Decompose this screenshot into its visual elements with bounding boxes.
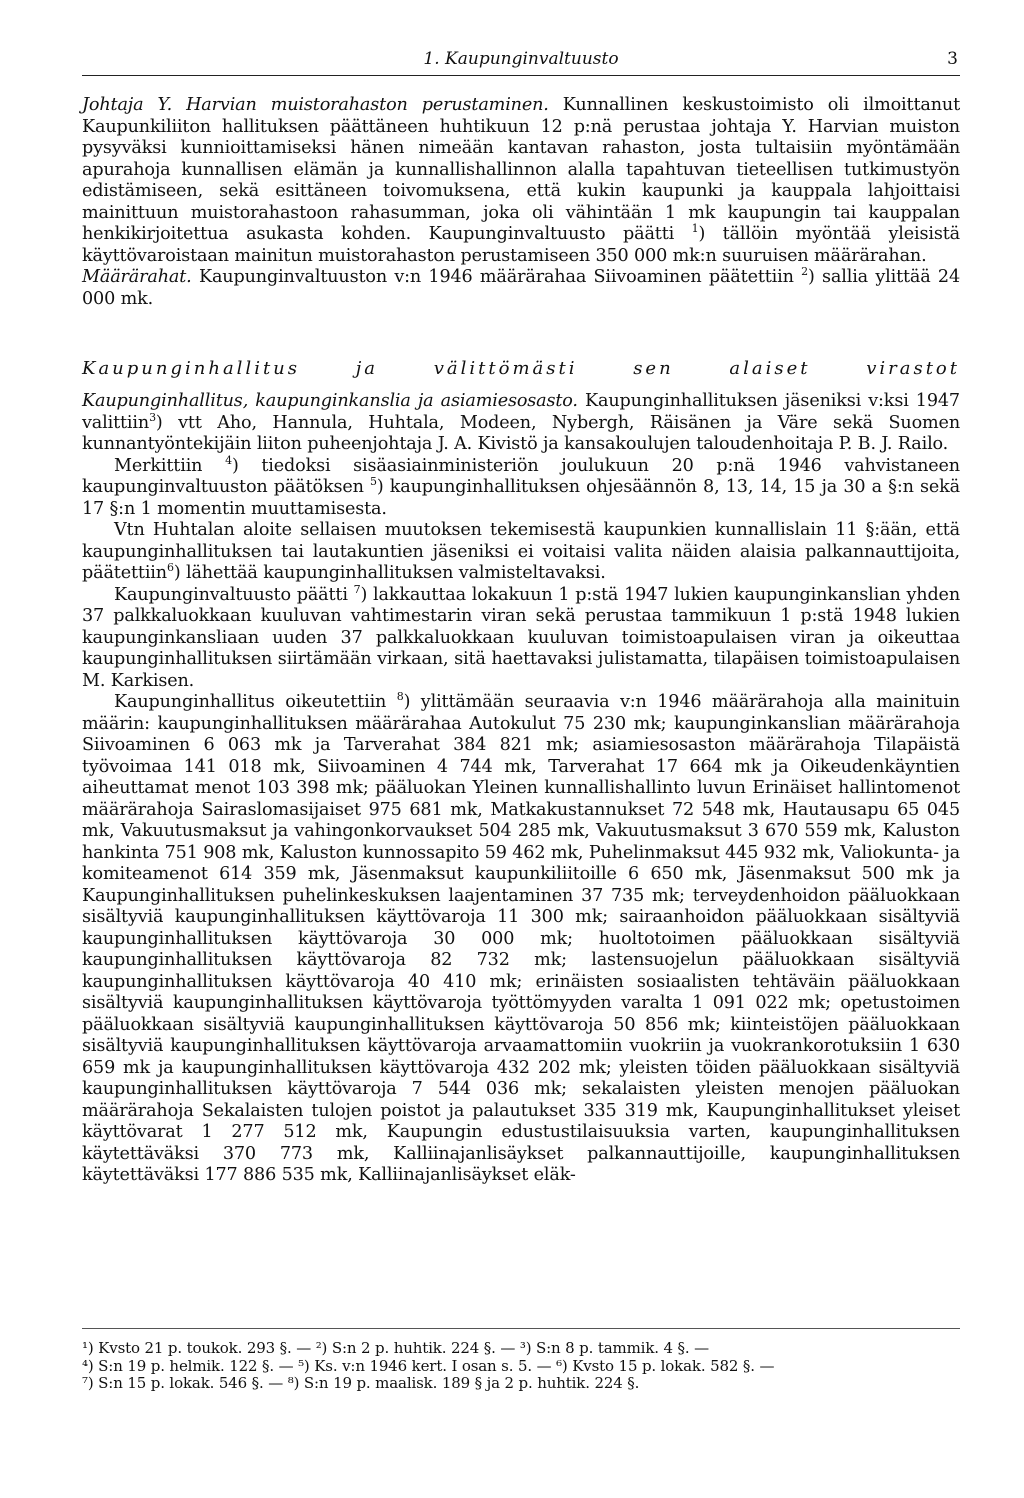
body-text <box>82 95 960 1187</box>
paragraph-regulations <box>82 453 960 521</box>
paragraph-text: Kaupunginhallituksen jäseniksi v:ksi 1947 valittiin <box>82 391 960 433</box>
paragraph-text: ) sallia ylittää 24 000 mk. <box>82 267 960 309</box>
paragraph-text: ) tällöin myöntää yleisistä käyttövaroistaan mainitun muistorahaston perustamiseen 350 000 mk:n suuruisen määrärahan. <box>82 224 961 266</box>
footnote-ref: 8 <box>396 690 404 704</box>
paragraph-overruns <box>82 692 960 1187</box>
paragraph-board-members <box>82 391 960 456</box>
footnote-line: ⁴) S:n 19 p. helmik. 122 §. — ⁵) Ks. v:n 1946 kert. I osan s. 5. — ⁶) Kvsto 15 p. lokak. 582 §. — <box>82 1356 775 1375</box>
paragraph-text: Kaupunginvaltuuston v:n 1946 määrärahaa Siivoaminen päätettiin <box>198 267 794 287</box>
page-number: 3 <box>947 49 958 69</box>
paragraph-appropriations <box>82 267 960 310</box>
footnote-ref: 4 <box>225 453 232 467</box>
footnote-ref: 3 <box>149 410 156 424</box>
paragraph-harvia-fund <box>82 95 960 267</box>
footnote-divider <box>82 1328 960 1329</box>
paragraph-title: Johtaja Y. Harvian muistorahaston perustaminen. <box>82 95 549 115</box>
paragraph-text: Vtn Huhtalan aloite sellaisen muutoksen tekemisestä kaupunkien kunnallislain 11 §:ään, että kaupunginhallituksen tai lautakuntien jäseniksi ei voitaisi valita näiden alaisia palkannauttijoita, päätettiin <box>82 520 960 583</box>
footnote-ref: 1 <box>691 222 699 236</box>
section-heading: Kaupunginhallitus ja välittömästi sen alaiset virastot <box>82 358 960 379</box>
paragraph-text: Kunnallinen keskustoimisto oli ilmoittanut Kaupunkiliiton hallituksen päättäneen huhtikuun 12 p:nä perustaa johtaja Y. Harvian muiston pysyväksi kunnioittamiseksi hänen nimeään kantavan rahaston, josta tultaisiin myöntämään apurahoja kunnallisen elämän ja kunnallishallinnon alalla tapahtuvan tieteellisen tutkimustyön edistämiseen, sekä esittäneen toivomuksena, että kukin kaupunki ja kauppala lahjoittaisi mainittuun muistorahastoon rahasumman, joka oli vähintään 1 mk kaupungin tai kauppalan henkikirjoitettua asukasta kohden. Kaupunginvaltuusto päätti <box>82 95 960 244</box>
footnote-ref: 2 <box>801 265 808 279</box>
footnote-line: ¹) Kvsto 21 p. toukok. 293 §. — ²) S:n 2 p. huhtik. 224 §. — ³) S:n 8 p. tammik. 4 §. — <box>82 1339 709 1357</box>
paragraph-title: Kaupunginhallitus, kaupunginkanslia ja asiamiesosasto. <box>82 391 578 411</box>
paragraph-text: ) kaupunginhallituksen ohjesäännön 8, 13, 14, 15 ja 30 a §:n sekä 17 §:n 1 momentin muuttamisesta. <box>82 477 960 519</box>
paragraph-text: ) lähettää kaupunginhallituksen valmisteltavaksi. <box>173 563 606 583</box>
footnotes <box>82 1340 960 1393</box>
footnote-ref: 7 <box>353 582 361 596</box>
paragraph-posts <box>82 582 960 693</box>
footnote-ref: 6 <box>166 561 174 575</box>
paragraph-text: ) vtt Aho, Hannula, Huhtala, Modeen, Nybergh, Räisänen ja Väre sekä Suomen kunnantyöntekijäin liiton puheenjohtaja J. A. Kivistö ja kansakoulujen taloudenhoitaja P. B. J. Railo. <box>82 412 960 454</box>
paragraph-text: ) lakkauttaa lokakuun 1 p:stä 1947 lukien kaupunginkanslian yhden 37 palkkaluokkaan kuuluvan vahtimestarin viran sekä perustaa tammikuun 1 p:stä 1948 lukien kaupunginkansliaan uuden 37 palkkaluokkaan kuuluvan toimistoapulaisen viran ja oikeuttaa kaupunginhallituksen siirtämään virkaan, sitä haettavaksi julistamatta, tilapäisen toimistoapulaisen M. Karkisen. <box>82 584 960 691</box>
footnote-line: ⁷) S:n 15 p. lokak. 546 §. — ⁸) S:n 19 p. maalisk. 189 § ja 2 p. huhtik. 224 §. <box>82 1374 640 1392</box>
running-header <box>82 47 960 76</box>
paragraph-text: ) tiedoksi sisäasiainministeriön joulukuun 20 p:nä 1946 vahvistaneen kaupunginvaltuuston päätöksen <box>82 455 960 497</box>
paragraph-text: Kaupunginvaltuusto päätti <box>114 584 348 605</box>
footnote-ref: 5 <box>369 475 377 489</box>
paragraph-text: Merkittiin <box>114 455 203 476</box>
paragraph-title: Määrärahat. <box>82 267 192 287</box>
header-title: 1. Kaupunginvaltuusto <box>423 49 619 69</box>
paragraph-initiative <box>82 520 960 585</box>
paragraph-text: Kaupunginhallitus oikeutettiin <box>114 692 387 712</box>
paragraph-text: ) ylittämään seuraavia v:n 1946 määrärahoja alla mainituin määrin: kaupunginhallituksen määrärahaa Autokulut 75 230 mk; kaupunginkanslian määrärahoja Siivoaminen 6 063 mk ja Tarverahat 384 821 mk; asiamiesosaston määrärahoja Tilapäistä työvoimaa 141 018 mk, Siivoaminen 4 744 mk, Tarverahat 17 664 mk ja Oikeudenkäyntien aiheuttamat menot 103 398 mk; pääluokan Yleinen kunnallishallinto luvun Erinäiset hallintomenot määrärahoja Sairaslomasijaiset 975 681 mk, Matkakustannukset 72 548 mk, Hautausapu 65 045 mk, Vakuutusmaksut ja vahingonkorvaukset 504 285 mk, Vakuutusmaksut 3 670 559 mk, Kaluston hankinta 751 908 mk, Kaluston kunnossapito 59 462 mk, Puhelinmaksut 445 932 mk, Valiokunta- ja komiteamenot 614 359 mk, Jäsenmaksut kaupunkiliitoille 6 650 mk, Jäsenmaksut 500 mk ja Kaupunginhallituksen puhelinkeskuksen laajentaminen 37 735 mk; terveydenhoidon pääluokkaan sisältyviä kaupunginhallituksen käyttövaroja 11 300 mk; sairaanhoidon pääluokkaan sisältyviä kaupunginhallituksen käyttövaroja 30 000 mk; huoltotoimen pääluokkaan sisältyviä kaupunginhallituksen käyttövaroja 82 732 mk; lastensuojelun pääluokkaan sisältyviä kaupunginhallituksen käyttövaroja 40 410 mk; erinäisten sosiaalisten tehtäväin pääluokkaan sisältyviä kaupunginhallituksen käyttövaroja työttömyyden varalta 1 091 022 mk; opetustoimen pääluokkaan sisältyviä kaupunginhallituksen käyttövaroja 50 856 mk; kiinteistöjen pääluokkaan sisältyviä kaupunginhallituksen käyttövaroja arvaamattomiin vuokriin ja vuokrankorotuksiin 1 630 659 mk ja kaupunginhallituksen käyttövaroja 432 202 mk; yleisten töiden pääluokkaan sisältyviä kaupunginhallituksen käyttövaroja 7 544 036 mk; sekalaisten yleisten menojen pääluokan määrärahoja Sekalaisten tulojen poistot ja palautukset 335 319 mk, Kaupunginhallitukset yleiset käyttövarat 1 277 512 mk, Kaupungin edustustilaisuuksia varten, kaupunginhallituksen käytettäväksi 370 773 mk, Kalliinajanlisäykset palkannauttijoille, kaupunginhallituksen käytettäväksi 177 886 535 mk, Kalliinajanlisäykset eläk- <box>82 692 960 1185</box>
